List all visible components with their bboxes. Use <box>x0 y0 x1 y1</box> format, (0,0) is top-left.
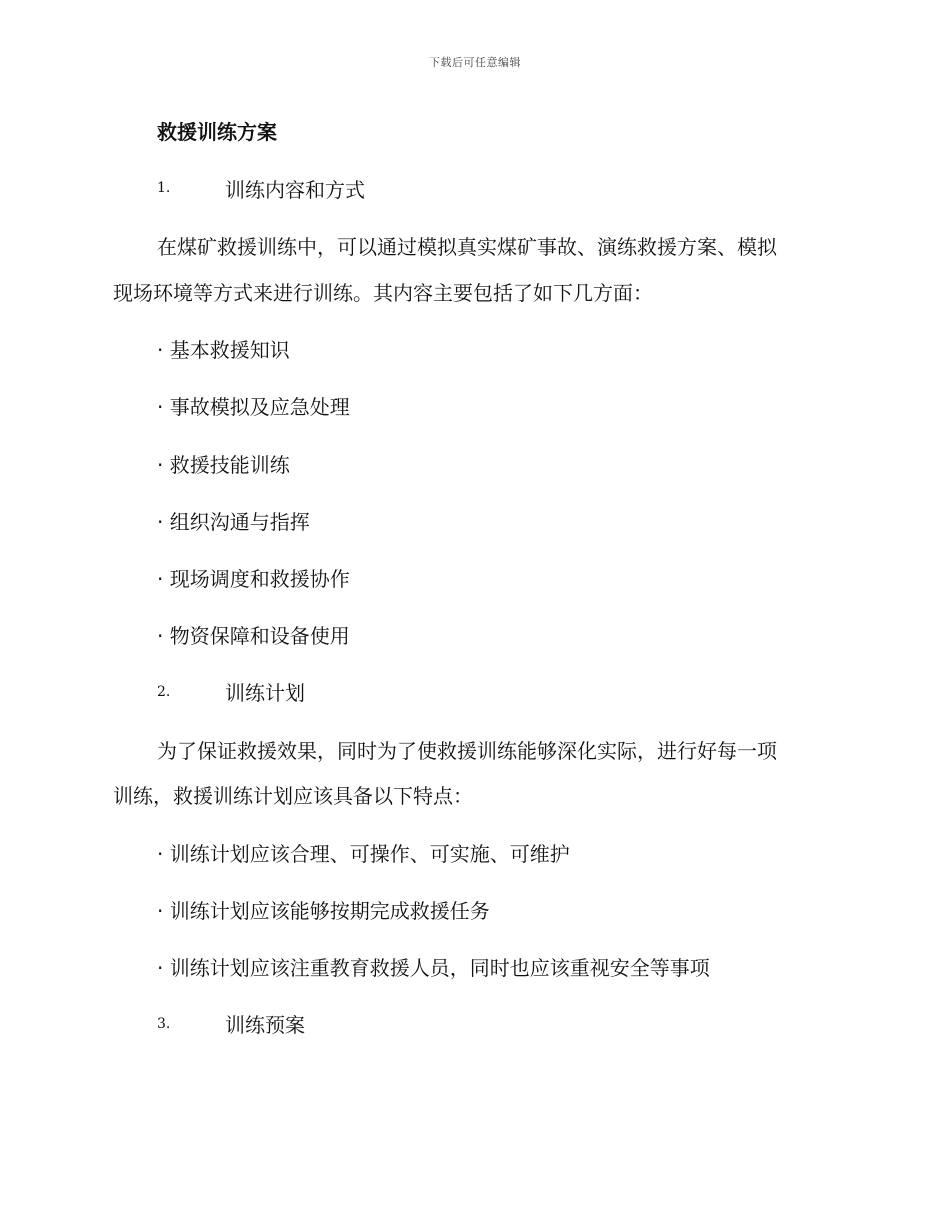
list-item: · 训练计划应该能够按期完成救援任务 <box>157 899 490 923</box>
paragraph-line: 在煤矿救援训练中，可以通过模拟真实煤矿事故、演练救援方案、模拟 <box>157 235 777 259</box>
paragraph-line: 训练，救援训练计划应该具备以下特点： <box>113 784 473 808</box>
header-note: 下载后可任意编辑 <box>429 56 521 69</box>
list-item: · 现场调度和救援协作 <box>157 567 350 591</box>
section-number: 2. <box>157 684 171 700</box>
list-item: · 事故模拟及应急处理 <box>157 395 350 419</box>
paragraph-line: 现场环境等方式来进行训练。其内容主要包括了如下几方面： <box>113 281 653 305</box>
list-item: · 训练计划应该合理、可操作、可实施、可维护 <box>157 842 570 866</box>
list-item: · 救援技能训练 <box>157 453 290 477</box>
list-item: · 训练计划应该注重教育救援人员，同时也应该重视安全等事项 <box>157 956 710 980</box>
document-title: 救援训练方案 <box>157 120 277 144</box>
section-heading: 训练内容和方式 <box>225 178 365 202</box>
list-item: · 组织沟通与指挥 <box>157 510 310 534</box>
list-item: · 物资保障和设备使用 <box>157 624 350 648</box>
section-number: 3. <box>157 1016 171 1032</box>
section-number: 1. <box>157 180 171 196</box>
paragraph-line: 为了保证救援效果，同时为了使救援训练能够深化实际，进行好每一项 <box>157 739 777 763</box>
section-heading: 训练预案 <box>225 1013 305 1037</box>
section-heading: 训练计划 <box>225 681 305 705</box>
list-item: · 基本救援知识 <box>157 338 290 362</box>
